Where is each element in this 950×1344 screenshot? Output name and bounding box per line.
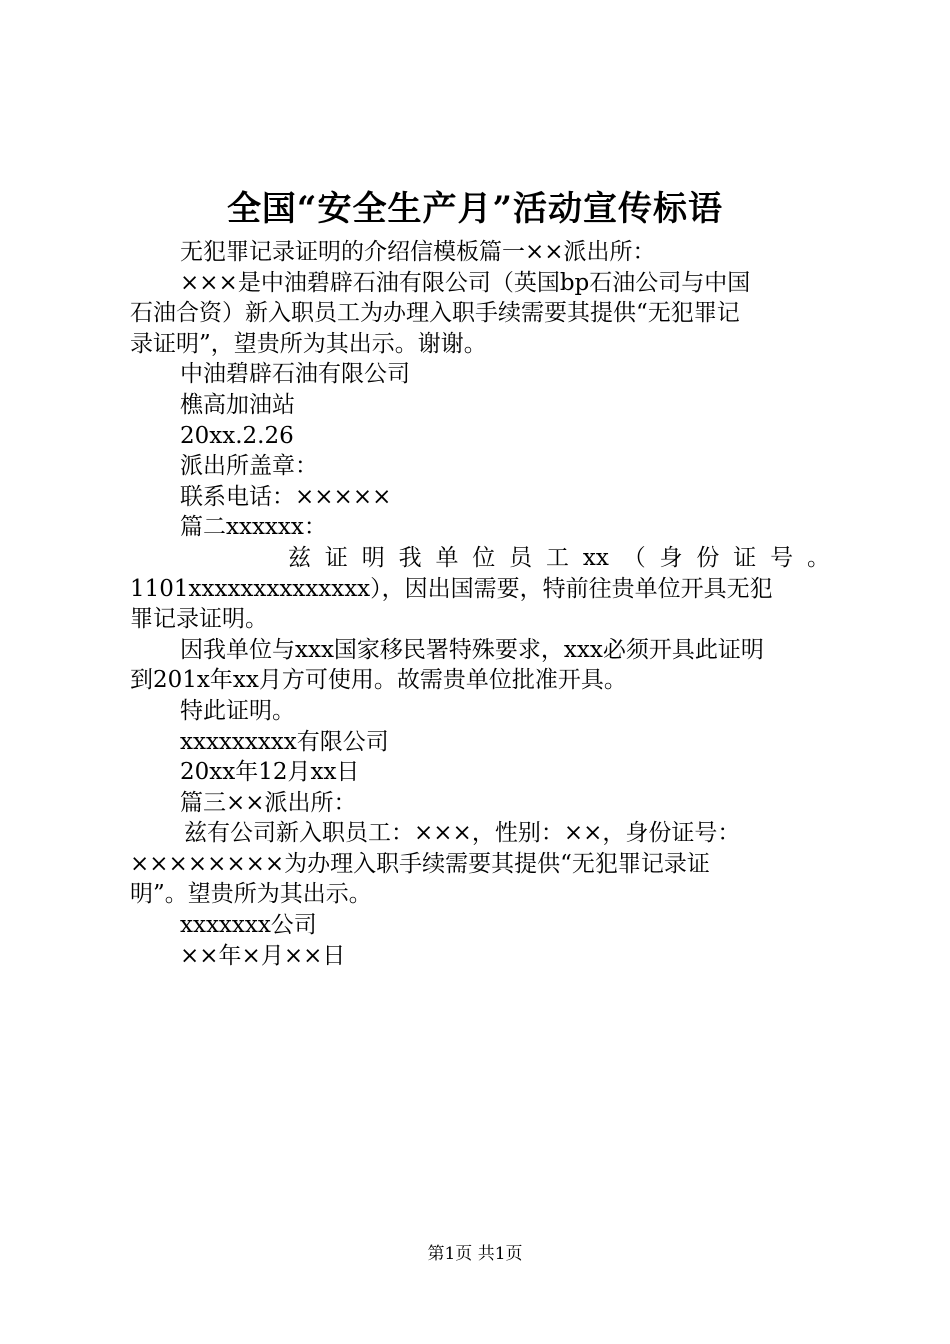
paragraph-line: 到201x年xx月方可使用。故需贵单位批准开具。 bbox=[130, 667, 627, 694]
paragraph-line: 录证明”，望贵所为其出示。谢谢。 bbox=[130, 330, 487, 357]
justified-char: 单 bbox=[435, 544, 459, 571]
justified-char: 证 bbox=[733, 544, 757, 571]
justified-char: 明 bbox=[361, 544, 385, 571]
justified-char: 员 bbox=[509, 544, 533, 571]
paragraph-line: 无犯罪记录证明的介绍信模板篇一××派出所： bbox=[180, 239, 656, 265]
paragraph-line: 篇二xxxxxx： bbox=[180, 514, 327, 541]
paragraph-line: xxxxxxx公司 bbox=[180, 912, 317, 939]
page-footer: 第1页 共1页 bbox=[427, 1244, 523, 1264]
paragraph-line: 20xx.2.26 bbox=[180, 422, 294, 449]
justified-char: 身 bbox=[659, 544, 683, 571]
paragraph-line: 罪记录证明。 bbox=[130, 606, 268, 633]
document-title: 全国“安全生产月”活动宣传标语 bbox=[226, 189, 724, 229]
justified-char: 号 bbox=[770, 544, 794, 571]
justified-char: 。 bbox=[806, 544, 830, 571]
justified-char: 证 bbox=[324, 544, 348, 571]
justified-char: 工 bbox=[546, 544, 570, 571]
paragraph-line: 特此证明。 bbox=[180, 697, 295, 724]
paragraph-line: 兹有公司新入职员工：×××，性别：××，身份证号： bbox=[184, 820, 741, 847]
paragraph-line: 因我单位与xxx国家移民署特殊要求，xxx必须开具此证明 bbox=[180, 636, 764, 663]
justified-char: 我 bbox=[398, 544, 422, 571]
paragraph-line: xxxxxxxxx有限公司 bbox=[180, 728, 389, 755]
paragraph-line: 篇三××派出所： bbox=[180, 789, 357, 816]
paragraph-line: 1101xxxxxxxxxxxxxx），因出国需要，特前往贵单位开具无犯 bbox=[130, 575, 773, 602]
paragraph-line: 樵高加油站 bbox=[180, 391, 295, 418]
paragraph-line: 石油合资）新入职员工为办理入职手续需要其提供“无犯罪记 bbox=[130, 300, 740, 327]
paragraph-line: ×××是中油碧辟石油有限公司（英国bp石油公司与中国 bbox=[180, 269, 751, 296]
justified-char: 份 bbox=[696, 544, 720, 571]
justified-char: xx bbox=[582, 544, 609, 571]
justified-char: （ bbox=[622, 544, 646, 571]
document-body bbox=[130, 237, 830, 971]
justified-char: 位 bbox=[472, 544, 496, 571]
paragraph-line: 中油碧辟石油有限公司 bbox=[180, 361, 410, 388]
paragraph-line: 20xx年12月xx日 bbox=[180, 759, 360, 786]
paragraph-line: ××年×月××日 bbox=[180, 942, 346, 969]
justified-char: 兹 bbox=[288, 544, 311, 571]
paragraph-line: 派出所盖章： bbox=[180, 453, 318, 480]
paragraph-line: 明”。望贵所为其出示。 bbox=[130, 881, 372, 908]
paragraph-line: 联系电话：××××× bbox=[180, 483, 392, 510]
paragraph-line: ××××××××为办理入职手续需要其提供“无犯罪记录证 bbox=[130, 850, 710, 877]
justified-line bbox=[130, 543, 830, 574]
